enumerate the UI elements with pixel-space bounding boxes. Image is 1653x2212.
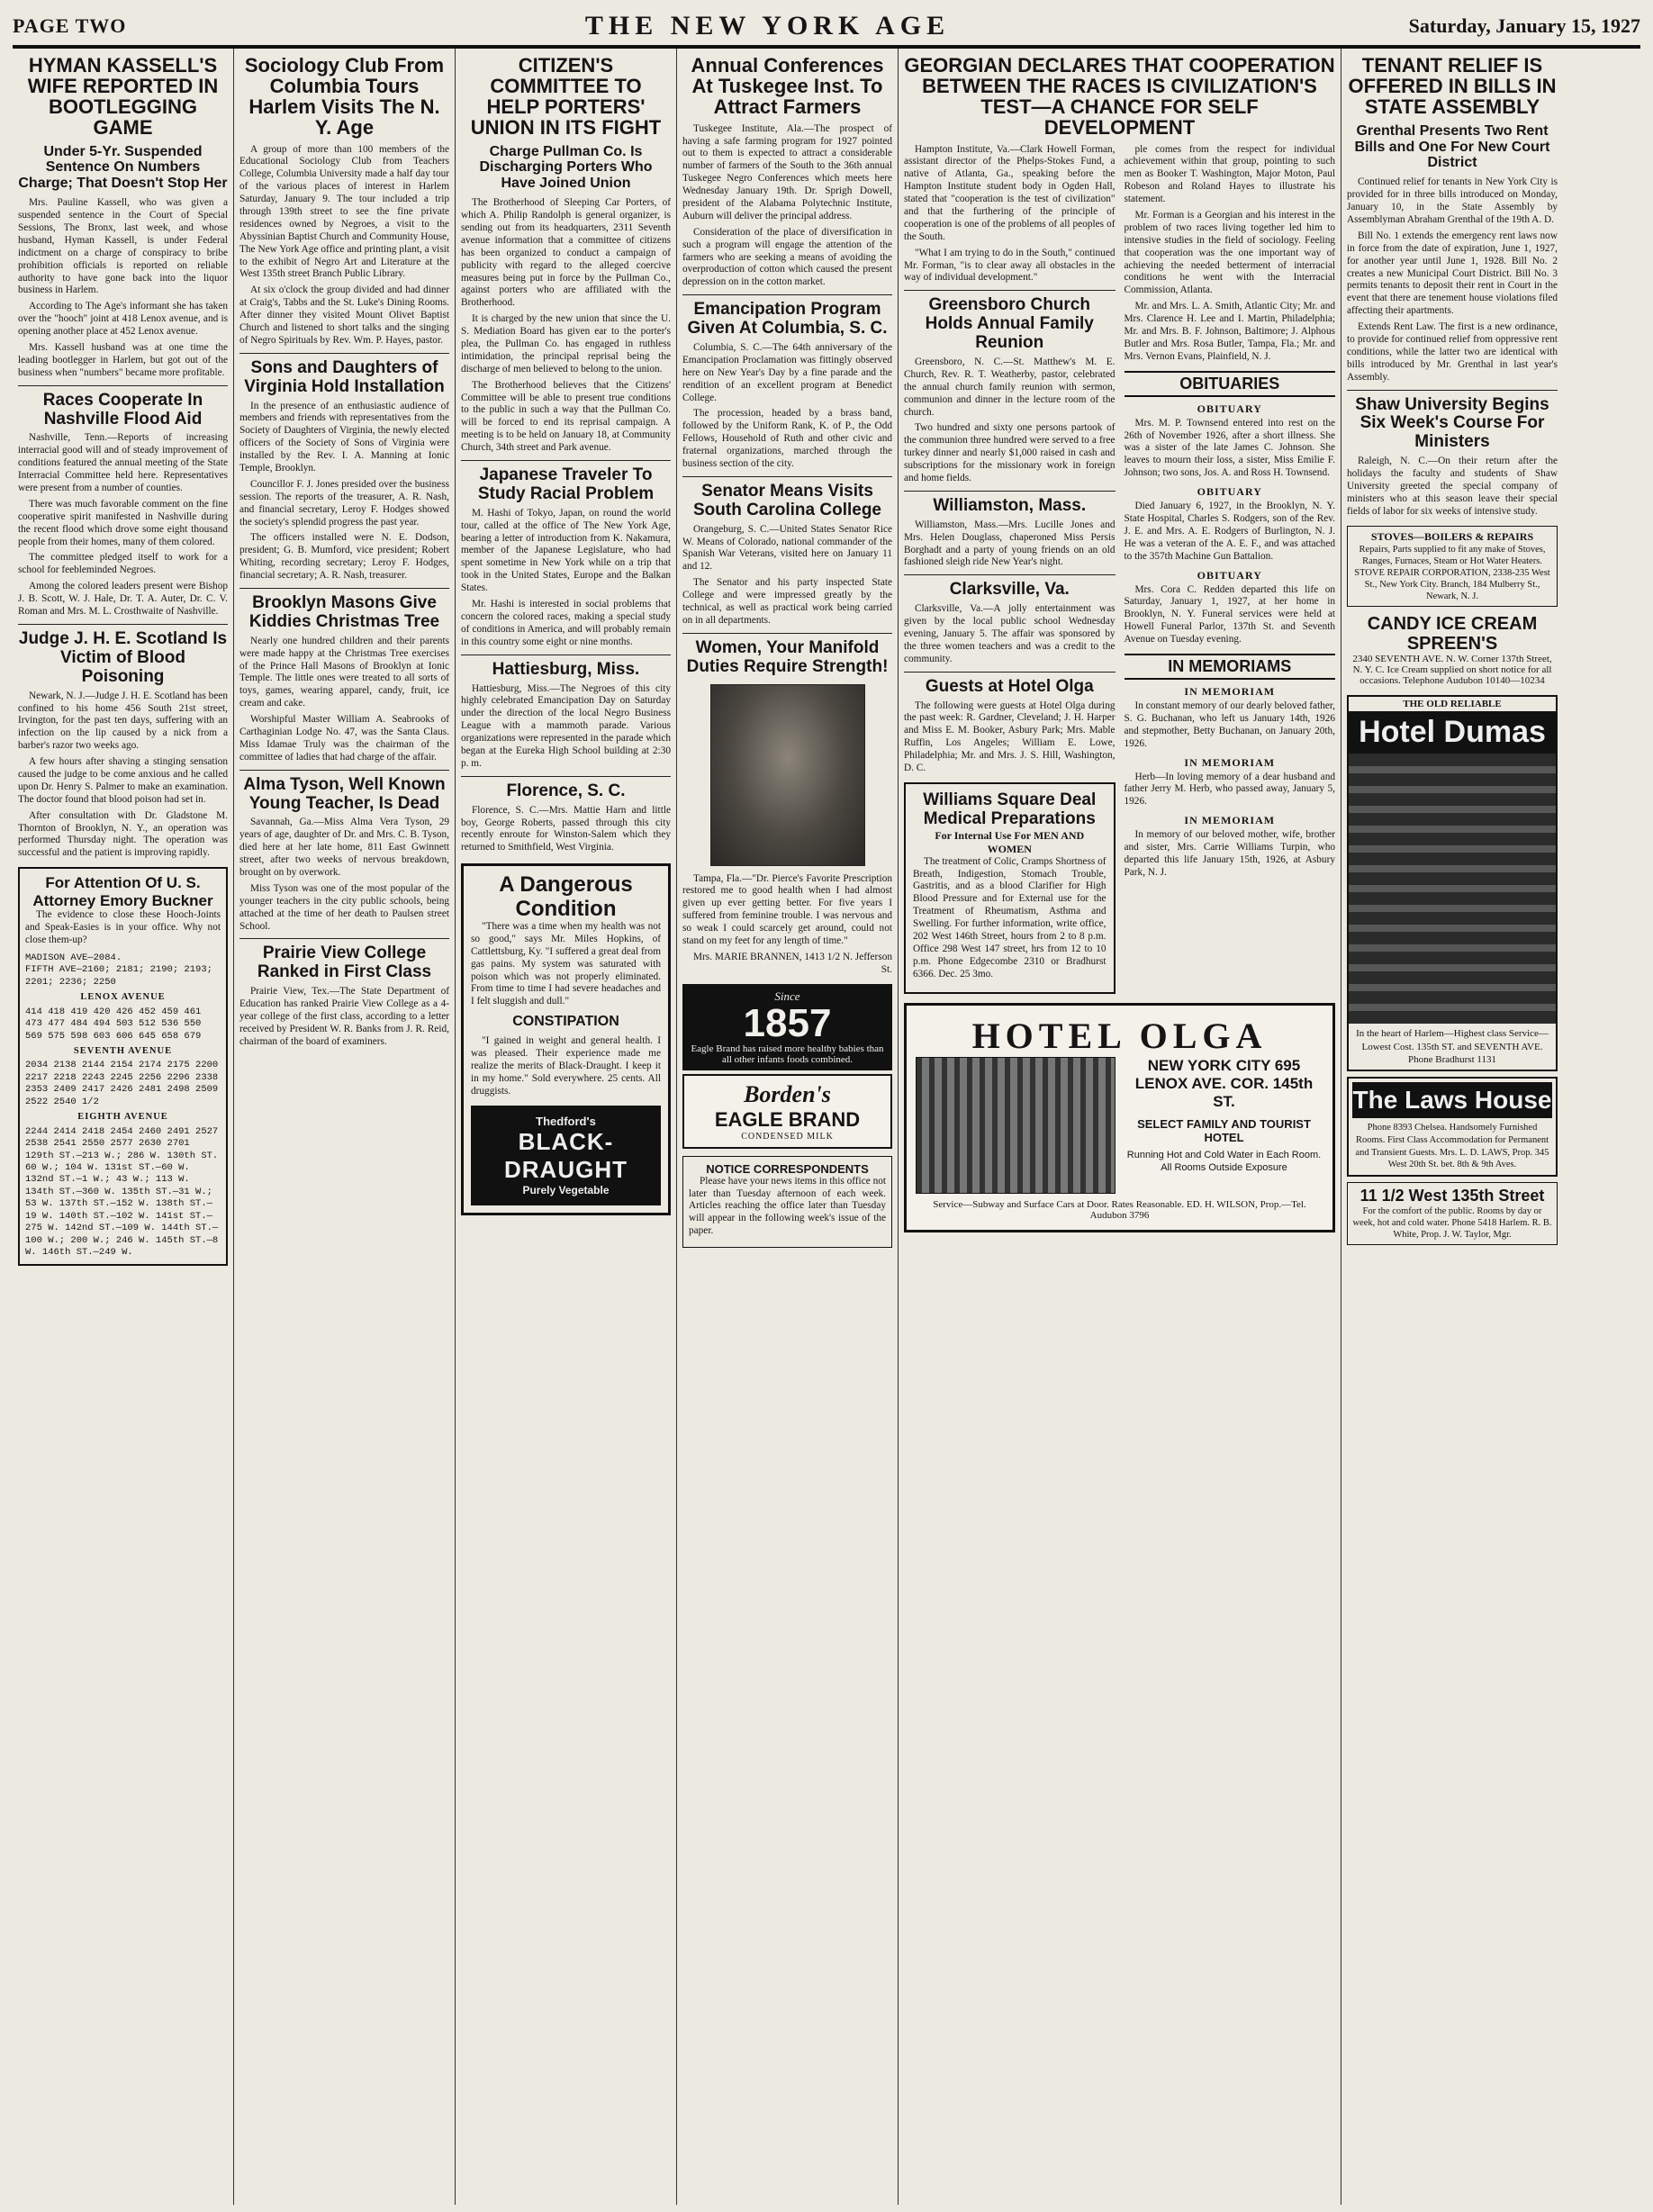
subcolumn-right: [1125, 144, 1336, 994]
headline-sociology: Sociology Club From Columbia Tours Harlem Visits The N. Y. Age: [244, 54, 445, 139]
headline-tuskegee: Annual Conferences At Tuskegee Inst. To Attract Farmers: [691, 54, 884, 118]
ad-text: "There was a time when my health was not so good," says Mr. Miles Hopkins, of Cattlettsburg, Ky. "I suffered a great deal from gas pains. My system was saturated with poison which was not properly eliminated. From time to time I had severe headaches and I felt sluggish and dull.": [471, 920, 661, 1007]
masthead: [13, 7, 1640, 49]
article-text: Councillor F. J. Jones presided over the business session. The reports of the treasurer, A. R. Nash, and financial secretary, Leroy F. Hodges showed the society's splendid progress the past year.: [239, 478, 449, 528]
article-text: Mr. and Mrs. L. A. Smith, Atlantic City; Mr. and Mrs. Clarence H. Lee and I. Martin, Philadelphia; Mr. and Mrs. B. F. Johnson, Baltimore; J. Alphous Butler and Mrs. Rosa Butler, Tampa, Fla.; Mr. and Mrs. Vernon Evans, Plainfield, N. J.: [1124, 301, 1335, 362]
article-text: At six o'clock the group divided and had dinner at Craig's, Tabbs and the St. Luke's Dining Rooms. After dinner they visited Mount Olivet Baptist Church and listened to short talks and the singing of Negro Spirituals by Rev. Wm. P. Hayes, pastor.: [239, 284, 449, 346]
ad-subtitle: For Internal Use For MEN AND WOMEN: [935, 828, 1085, 855]
address-line: 2244 2414 2418 2454 2460 2491 2527 2538 2541 2550 2577 2630 2701: [25, 1125, 219, 1150]
memoriam-heading: IN MEMORIAM: [1184, 755, 1276, 769]
headline-porters: CITIZEN'S COMMITTEE TO HELP PORTERS' UNION IN ITS FIGHT: [470, 54, 662, 139]
since-year: 1857: [743, 1000, 832, 1045]
notice-text: Please have your news items in this office not later than Tuesday afternoon of each week. Articles reaching the office later than Tuesday will appear in the following week's issue of the paper.: [689, 1175, 886, 1237]
ad-title: A Dangerous Condition: [499, 872, 633, 921]
article-text: The Brotherhood believes that the Citizens' Committee will be able to present true conditions to the public in such a way that the Pullman Co. will be forced to end its reprisal campaign. A meeting is to be held on January 18, at Community Church, 34th street and Park avenue.: [461, 379, 671, 454]
memoriam-text: In constant memory of our dearly beloved father, S. G. Buchanan, who left us January 14th, 1926 and stepmother, Betty Buchanan, on January 20th, 1926.: [1124, 700, 1335, 749]
article-text: Mrs. Kassell husband was at one time the leading bootlegger in Harlem, but got out of the business when "numbers" became more profitable.: [18, 342, 228, 378]
divider: [904, 672, 1116, 673]
divider: [904, 290, 1116, 291]
memoriam-heading: IN MEMORIAM: [1184, 685, 1276, 698]
article-text: Columbia, S. C.—The 64th anniversary of the Emancipation Proclamation was fittingly observed here on New Year's Day by a fine parade and the rendition of an excellent program at Benedict College.: [682, 341, 892, 403]
subcolumn-left: [904, 144, 1116, 994]
black-draught-logo: [471, 1106, 661, 1205]
article-text: The Senator and his party inspected State College and were impressed greatly by the technical, as well as practical work being carried on in all departments.: [682, 577, 892, 626]
newspaper-name: THE NEW YORK AGE: [584, 11, 951, 41]
ad-title: STOVES—BOILERS & REPAIRS: [1370, 529, 1534, 543]
headline-senator-means: Senator Means Visits South Carolina College: [692, 481, 882, 519]
ad-title: Williams Square Deal Medical Preparations: [923, 790, 1097, 828]
article-text: Hattiesburg, Miss.—The Negroes of this city highly celebrated Emancipation Day on Saturday under the direction of the local Negro Business League with a mammoth parade. Various organizations were represented in the parade which began at the Eureka High School building at 2:30 p. m.: [461, 682, 671, 769]
address-heading: EIGHTH AVENUE: [77, 1112, 168, 1123]
memoriam-heading: IN MEMORIAM: [1184, 814, 1276, 827]
article-text: A few hours after shaving a stinging sensation caused the judge to be come anxious and he called upon Dr. Henry S. Palmer to make an examination. The doctor found that blood poison had set in.: [18, 756, 228, 805]
ad-text: Phone 8393 Chelsea. Handsomely Furnished Rooms. First Class Accommodation for Permanent and Transient Guests. Mrs. L. D. LAWS, Prop. 345 West 20th St. bet. 8th & 9th Aves.: [1355, 1123, 1549, 1170]
article-text: Two hundred and sixty one persons partook of the communion three hundred were served to a free turkey dinner and nearly $1,000 raised in cash and subscriptions for the missionary work in foreign and home fields.: [904, 422, 1116, 483]
article-text: After consultation with Dr. Gladstone M. Thornton of Brooklyn, N. Y., an operation was performed Thursday night. The operation was successful and the patient is improving rapidly.: [18, 809, 228, 859]
hotel-olga-ad: [904, 1003, 1335, 1232]
article-text: ple comes from the respect for individual achievement within that group, pointing to such men as Booker T. Washington, Major Moton, Paul Robeson and Roland Hayes to illustrate his statement.: [1124, 143, 1335, 205]
obituary-heading: OBITUARY: [1197, 485, 1262, 499]
ad-title: CANDY ICE CREAM: [1367, 614, 1538, 635]
headline-nashville: Races Cooperate In Nashville Flood Aid: [42, 390, 203, 429]
article-text: The committee pledged itself to work for a school for feebleminded Negroes.: [18, 552, 228, 576]
ad-body: [916, 1057, 1323, 1194]
article-text: Prairie View, Tex.—The State Department of Education has ranked Prairie View College as a 4-year college of the first class, according to a letter received by President W. R. Banks from J. R. Reid, chairman of the board of examiners.: [239, 986, 449, 1047]
article-text: The Brotherhood of Sleeping Car Porters, of which A. Philip Randolph is general organizer, is sending out from its headquarters, 2311 Seventh avenue information that a committee of citizens has been organized to conduct a campaign of publicity with regard to the alleged coercive measures being put in force by the Pullman Co., against porters who are affiliated with the Brotherhood.: [461, 197, 671, 309]
stoves-ad: [1347, 526, 1558, 608]
article-text: Hampton Institute, Va.—Clark Howell Forman, assistant director of the Phelps-Stokes Fund, a native of Atlanta, Ga., speaking before the Hampton Institute student body in Ogden Hall, stated that "cooperation is the test of civilization" and that the furthering of the principle of cooperation is one of the problems of all peoples of the South.: [904, 143, 1116, 242]
ad-caption: In the heart of Harlem—Highest class Service—Lowest Cost. 135th ST. and SEVENTH AVE. Phone Bradhurst 1131: [1356, 1028, 1549, 1065]
ad-text: Repairs, Parts supplied to fit any make of Stoves, Ranges, Furnaces, Steam or Hot Water Heaters. STOVE REPAIR CORPORATION, 2338-235 West St., New York City. Branch, 184 Mulberry St., Newark, N. J.: [1354, 544, 1550, 602]
divider: [682, 633, 892, 634]
article-text: "What I am trying to do in the South," continued Mr. Forman, "is to clear away all obstacles in the way of individual development.": [904, 247, 1116, 284]
ad-info: [1125, 1057, 1323, 1175]
ad-text: 2340 SEVENTH AVE. N. W. Corner 137th Street, N. Y. C. Ice Cream supplied on short notice for all occasions. Telephone Audubon 10140—10234: [1352, 654, 1552, 687]
brand-label: Thedford's: [536, 1114, 596, 1128]
hotel-amenities: Running Hot and Cold Water in Each Room. All Rooms Outside Exposure: [1126, 1149, 1322, 1174]
headline-japanese: Japanese Traveler To Study Racial Problem: [477, 465, 655, 503]
article-text: Mr. Forman is a Georgian and his interest in the problem of two races living together led him to intensive studies in the field of sociology. Feeling that cooperation was the one important way of achieving the needed betterment of interracial conditions he went with the Interracial Commission, Atlanta.: [1124, 209, 1335, 296]
column-1: [13, 49, 234, 2205]
obituary-text: Mrs. Cora C. Redden departed this life on Saturday, January 1, 1927, at her home in Brooklyn, N. Y. Funeral services were held at Howell Funeral Parlor, 137th St. and Seventh Avenue on Tuesday evening.: [1124, 583, 1335, 646]
headline-williamston: Williamston, Mass.: [933, 495, 1087, 515]
column-2: [234, 49, 456, 2205]
ad-title: The Laws House: [1352, 1082, 1552, 1118]
page-number: PAGE TWO: [13, 14, 127, 37]
article-text: Clarksville, Va.—A jolly entertainment was given by the local public school Wednesday evening, January 5. The affair was sponsored by the three women teachers and was a credit to the community.: [904, 603, 1116, 664]
address-line: MADISON AVE—2084.: [25, 952, 122, 963]
brand-tagline: Purely Vegetable: [522, 1183, 610, 1196]
building-image: [916, 1057, 1116, 1194]
article-text: Williamston, Mass.—Mrs. Lucille Jones and Mrs. Helen Douglass, chaperoned Miss Persis Borghadt and a party of young friends on an old fashioned sleigh ride New Year's night.: [904, 519, 1116, 568]
address-heading: LENOX AVENUE: [80, 992, 166, 1003]
hotel-address: NEW YORK CITY 695 LENOX AVE. COR. 145th ST.: [1134, 1056, 1314, 1111]
article-text: Consideration of the place of diversification in such a program will engage the attention of the farmers who are seeking a means of avoiding the overproduction of cotton which caused the present depression on in the cotton market.: [682, 226, 892, 288]
address-heading: SEVENTH AVENUE: [73, 1046, 173, 1057]
attention-text: The evidence to close these Hooch-Joints and Speak-Easies is in your office. Why not close them-up?: [25, 909, 221, 946]
obituary-heading: OBITUARY: [1197, 568, 1262, 582]
address-line: 129th ST.—213 W.; 286 W. 130th ST. 60 W.; 104 W. 131st ST.—60 W. 132nd ST.—1 W.; 43 W.; 113 W. 134th ST.—360 W. 135th ST.—31 W.; 53 W. 137th ST.—152 W. 138th ST.—19 W. 140th ST.—102 W. 141st ST.—275 W. 142nd ST.—109 W. 144th ST.—100 W.; 200 W.; 246 W. 145th ST.—8 W. 146th ST.—249 W.: [25, 1150, 219, 1259]
headline-tenant-relief: TENANT RELIEF IS OFFERED IN BILLS IN STATE ASSEMBLY: [1348, 54, 1557, 118]
divider: [239, 353, 449, 354]
divider: [18, 385, 228, 386]
ad-title: 11 1/2 West 135th Street: [1359, 1186, 1545, 1205]
headline-scotland: Judge J. H. E. Scotland Is Victim of Blood Poisoning: [18, 628, 228, 686]
headline-masons: Brooklyn Masons Give Kiddies Christmas Tree: [248, 593, 440, 631]
divider: [682, 476, 892, 477]
column-3: [456, 49, 677, 2205]
ad-title: Hotel Dumas: [1349, 711, 1556, 754]
divider: [1347, 390, 1558, 391]
article-text: Mr. Hashi is interested in social problems that concern the colored races, making a special study of conditions in America, and will probably remain in this country some eight or nine months.: [461, 599, 671, 647]
divider: [239, 588, 449, 589]
column-6: [1341, 49, 1563, 2205]
attention-box: [18, 867, 228, 1266]
article-text: It is charged by the new union that since the U. S. Mediation Board has given ear to the porter's plea, the Pullman Co. has engaged in ruthless intimidation, the principal reprisal being the discharge of men believed to belong to the union.: [461, 313, 671, 375]
memoriam-text: In memory of our beloved mother, wife, brother and sister, Mrs. Carrie Williams Turpin, who departed this life January 15th, 1926, at Asbury Park, N. J.: [1124, 829, 1335, 878]
divider: [239, 770, 449, 771]
column-4: [677, 49, 899, 2205]
article-text: Orangeburg, S. C.—United States Senator Rice W. Means of Colorado, national commander of the Spanish War Veterans, visited here on January 11 and 12.: [682, 523, 892, 573]
article-text: The following were guests at Hotel Olga during the past week: R. Gardner, Cleveland; J. H. Harper and Miss E. M. Booker, Asbury Park; Mrs. Mable Ruffin, Los Angeles; William E. Lowe, Philadelphia; Mr. and Mrs. J. S. Hill, Washington, D. C.: [904, 700, 1116, 774]
eagle-brand-ad: [682, 984, 892, 1070]
article-text: Among the colored leaders present were Bishop J. B. Scott, W. J. Hale, Dr. T. A. Auter, Dr. C. V. Roman and Mrs. M. L. Crosthwaite of Nashville.: [18, 581, 228, 618]
article-text: Bill No. 1 extends the emergency rent laws now in force from the date of expiration, June 1, 1927, for another year until June 1, 1928. Bill No. 2 creates a new Municipal Court District. Bill No. 3 permits tenants to deposit their rent in Court in the event that there are tenement house violations filed affecting their apartments.: [1347, 230, 1558, 317]
address-list: [25, 953, 221, 1259]
article-text: The officers installed were N. E. Dodson, president; G. B. Mumford, vice president; Robert Whiting, recording secretary; Leroy F. Hodges, financial secretary; A. R. Nash, treasurer.: [239, 532, 449, 582]
article-text: A group of more than 100 members of the Educational Sociology Club from Teachers College, Columbia University made a half day tour of the various places of interest in Harlem Saturday, January 9. The tour included a trip through 139th street to see the fine private residences owned by Negroes, a visit to the Abyssinian Baptist Church and Community House, The New York Age office and printing plant, a visit to the exhibit of Negro Art and Literature at the West 135th street Branch Public Library.: [239, 143, 449, 280]
williams-ad: [904, 782, 1116, 994]
divider: [904, 491, 1116, 492]
address-line: 414 418 419 420 426 452 459 461 473 477 484 494 503 512 536 550 569 575 598 603 606 645 658 679: [25, 1006, 202, 1042]
divider: [461, 460, 671, 461]
hotel-footer: Service—Subway and Surface Cars at Door. Rates Reasonable. ED. H. WILSON, Prop.—Tel. Audubon 3796: [933, 1198, 1306, 1221]
ad-title: HOTEL OLGA: [971, 1015, 1268, 1056]
since-label: Since: [774, 989, 800, 1003]
article-text: Savannah, Ga.—Miss Alma Vera Tyson, 29 years of age, daughter of Dr. and Mrs. C. B. Tyson, died here at her late home, 811 East Gwinnett street, after two weeks of nervous breakdown, brought on by overwork.: [239, 817, 449, 879]
issue-date: Saturday, January 15, 1927: [1408, 14, 1640, 37]
headline-shaw: Shaw University Begins Six Week's Course For Ministers: [1355, 394, 1549, 452]
borden-logo: [682, 1074, 892, 1149]
ad-subtitle: CONSTIPATION: [512, 1014, 619, 1030]
headline-virginia: Sons and Daughters of Virginia Hold Installation: [244, 357, 445, 396]
article-text: Nearly one hundred children and their parents were made happy at the Christmas Tree exercises of the Prince Hall Masons of Brooklyn at Ionic Temple. The little ones were treated to all sorts of toys, games, wearing apparel, candy, fruit, ice cream and cake.: [239, 635, 449, 709]
obituaries-heading: OBITUARIES: [1125, 371, 1336, 397]
spreens-ad: [1347, 614, 1558, 686]
memoriams-heading: IN MEMORIAMS: [1125, 654, 1336, 680]
headline-hotel-olga-guests: Guests at Hotel Olga: [925, 676, 1094, 696]
article-text: Greensboro, N. C.—St. Matthew's M. E. Church, Rev. R. T. Weatherby, pastor, celebrated the annual church family reunion with sermon, communion and dinner in the lecture room of the church.: [904, 356, 1116, 418]
article-text: Newark, N. J.—Judge J. H. E. Scotland has been confined to his home 456 South 21st street, Irvington, for the past ten days, suffering with an infection on the lip caused by a nick from a barber's razor two weeks ago.: [18, 690, 228, 752]
article-text: According to The Age's informant she has taken over the "hooch" joint at 418 Lenox avenue, and is opening another place at 452 Lenox avenue.: [18, 301, 228, 338]
headline-emancipation: Emancipation Program Given At Columbia, S. C.: [687, 300, 888, 339]
brand-name: EAGLE BRAND: [714, 1107, 861, 1131]
article-text: Raleigh, N. C.—On their return after the holidays the faculty and students of Shaw University greeted the special company of ministers who at this season leave their special fields of labor for six weeks of intensive study.: [1347, 456, 1558, 517]
obituary-text: Mrs. M. P. Townsend entered into rest on the 26th of November 1926, after a short illness. She was a sister of the late James C. Johnson. She leaves to mourn their loss, a sister, Miss Emilie F. Johnson; two sons, Jos. A. and Ross H. Townsend.: [1124, 417, 1335, 479]
headline-florence: Florence, S. C.: [506, 781, 626, 800]
brand-tagline: CONDENSED MILK: [741, 1131, 834, 1142]
ad-label: THE OLD RELIABLE: [1403, 699, 1502, 710]
article-text: Worshipful Master William A. Seabrooks of Carthaginian Lodge No. 47, was the Santa Claus. Miss Idamae Truly was the chairman of the committee of ladies that had charge of the affair.: [239, 714, 449, 763]
address-line: 2034 2138 2144 2154 2174 2175 2200 2217 2218 2243 2245 2256 2296 2338 2353 2409 2417 2426 2481 2498 2509 2522 2540 1/2: [25, 1060, 219, 1107]
article-text: Tuskegee Institute, Ala.—The prospect of having a safe farming program for 1927 pointed out to them is expected to attract a considerable number of farmers of the South to the 36th annual Tuskegee Negro Conferences which meets here Wednesday January 19th. Dr. Sprigh Dowell, president of the Alabama Polytechnic Institute, Auburn will deliver the principal address.: [682, 122, 892, 221]
subhead-porters: Charge Pullman Co. Is Discharging Porters Who Have Joined Union: [479, 143, 653, 192]
ad-brand: SPREEN'S: [1406, 634, 1498, 655]
notice-title: NOTICE CORRESPONDENTS: [706, 1161, 869, 1176]
article-text: Extends Rent Law. The first is a new ordinance, to provide for continued relief from oppressive rent conditions, while the latter two are identical with bills introduced by Mr. Grenthal in last year's Assembly.: [1347, 321, 1558, 383]
divider: [239, 938, 449, 939]
article-text: There was much favorable comment on the fine cooperative spirit manifested in Nashville during the recent flood which drove some eight thousand people from their homes, many of them colored.: [18, 498, 228, 547]
article-text: Mrs. Pauline Kassell, who was given a suspended sentence in the Court of Special Sessions, The Bronx, last week, and whose husband, Hyman Kassell, is under Federal indictment on a charge of conspiracy to bribe prohibition officials is reported on reliable authority to have gone back into the liquor business in Harlem.: [18, 197, 228, 296]
obituary-heading: OBITUARY: [1197, 402, 1262, 415]
divider: [904, 574, 1116, 575]
article-text: M. Hashi of Tokyo, Japan, on round the world tour, called at the office of The New York Age, bearing a letter of introduction from K. Nakamura, member of the Japanese Legislature, who had spent sometime in New York while on a trip that took in the United States, Europe and the Balkan States.: [461, 507, 671, 594]
ad-signature: Mrs. MARIE BRANNEN, 1413 1/2 N. Jefferson St.: [693, 951, 893, 975]
brand-name: BLACK-DRAUGHT: [504, 1127, 628, 1183]
ad-text: For the comfort of the public. Rooms by day or week, hot and cold water. Phone 5418 Harlem. R. B. White, Prop. J. W. Taylor, Mgr.: [1352, 1205, 1552, 1241]
headline-tyson: Alma Tyson, Well Known Young Teacher, Is Dead: [243, 774, 446, 813]
ad-text: The treatment of Colic, Cramps Shortness of Breath, Indigestion, Stomach Trouble, Gastritis, and as a blood Clarifier for High Blood Pressure and for External use for the Treatment of Rheumatism, Asthma and Swelling. For further information, write office, 202 West 146th Street, hours from 2 to 8 p.m. Office 298 West 147 street, hrs from 12 to 10 p.m. Phone Edgecombe 2310 or Bradhurst 6366. Dec. 25 3mo.: [913, 855, 1107, 980]
notice-box: [682, 1156, 892, 1248]
article-text: Nashville, Tenn.—Reports of increasing interracial good will and of steady improvement of conditions featured the annual meeting of the State Interracial Committee held here. Representatives were present from a number of counties.: [18, 432, 228, 494]
ad-text: "I gained in weight and general health. I was pleased. Their experience made me realize the merits of Black-Draught. I keep it in my home." Sold everywhere. 25 cents. All druggists.: [471, 1035, 661, 1097]
headline-hattiesburg: Hattiesburg, Miss.: [492, 659, 640, 679]
hotel-type: SELECT FAMILY AND TOURIST HOTEL: [1137, 1116, 1311, 1145]
divider: [461, 776, 671, 777]
portrait-photo: [710, 684, 865, 866]
headline-women-strength: Women, Your Manifold Duties Require Strength!: [686, 637, 889, 676]
ad-text: Tampa, Fla.—"Dr. Pierce's Favorite Prescription restored me to good health when I had almost given up ever getting better. For five years I suffered from feminine trouble. I was nervous and so weak I could scarcely get around, could not stand on my feet for any length of time.": [682, 872, 892, 947]
column-5: [899, 49, 1341, 2205]
article-text: Florence, S. C.—Mrs. Mattie Harn and little boy, George Roberts, passed through this city recently enroute for Winston-Salem which they returned to Smithfield, West Virginia.: [461, 804, 671, 853]
laws-house-ad: [1347, 1077, 1558, 1177]
divider: [682, 294, 892, 295]
article-text: Continued relief for tenants in New York City is provided for in three bills introduced on Monday, January 10, in the State Assembly by Assemblyman Abraham Grenthal of the 19th A. D.: [1347, 176, 1558, 226]
ad-tagline: Eagle Brand has raised more healthy babies than all other infants foods combined.: [691, 1043, 884, 1065]
hotel-dumas-ad: [1347, 695, 1558, 1071]
brand-label: Borden's: [744, 1080, 831, 1107]
subhead-tenant-relief: Grenthal Presents Two Rent Bills and One For New Court District: [1354, 122, 1550, 171]
headline-greensboro: Greensboro Church Holds Annual Family Reunion: [925, 295, 1094, 353]
black-draught-ad: [461, 863, 671, 1214]
building-image: [1349, 754, 1556, 1024]
headline-clarksville: Clarksville, Va.: [949, 580, 1070, 600]
divider: [18, 624, 228, 625]
obituary-text: Died January 6, 1927, in the Brooklyn, N. Y. State Hospital, Charles S. Rodgers, son of the Rev. J. E. and Mrs. A. E. Rodgers of Burlington, N. J. He was a veteran of the A. E. F., and was attached to the 357th Machine Gun Battalion.: [1124, 501, 1335, 562]
memoriam-text: Herb—In loving memory of a dear husband and father Jerry M. Herb, who passed away, January 5, 1926.: [1124, 771, 1335, 808]
headline-kassell: HYMAN KASSELL'S WIFE REPORTED IN BOOTLEGGING GAME: [27, 54, 219, 139]
headline-georgian: GEORGIAN DECLARES THAT COOPERATION BETWEEN THE RACES IS CIVILIZATION'S TEST—A CHANCE FOR SELF DEVELOPMENT: [904, 54, 1335, 139]
address-line: FIFTH AVE—2160; 2181; 2190; 2193; 2201; 2236; 2250: [25, 964, 212, 988]
headline-prairie-view: Prairie View College Ranked in First Class: [257, 943, 432, 982]
west135-ad: [1347, 1182, 1558, 1245]
article-text: Miss Tyson was one of the most popular of the younger teachers in the city public schools, being attached at the time of her death to Paulsen street School.: [239, 882, 449, 932]
subhead-kassell: Under 5-Yr. Suspended Sentence On Numbers Charge; That Doesn't Stop Her: [18, 143, 228, 192]
article-text: In the presence of an enthusiastic audience of members and friends with representatives from the Society of Daughters of Virginia, the newly elected officers of the Society of Sons of Virginia were installed by the Rev. I. A. Manning at Ionic Temple, Brooklyn.: [239, 400, 449, 474]
article-text: The procession, headed by a brass band, followed by the Uniform Rank, K. of P., the Odd Fellows, Household of Ruth and other civic and fraternal organizations, marched through the business section of the city.: [682, 408, 892, 469]
attention-title: For Attention Of U. S. Attorney Emory Buckner: [32, 874, 213, 909]
